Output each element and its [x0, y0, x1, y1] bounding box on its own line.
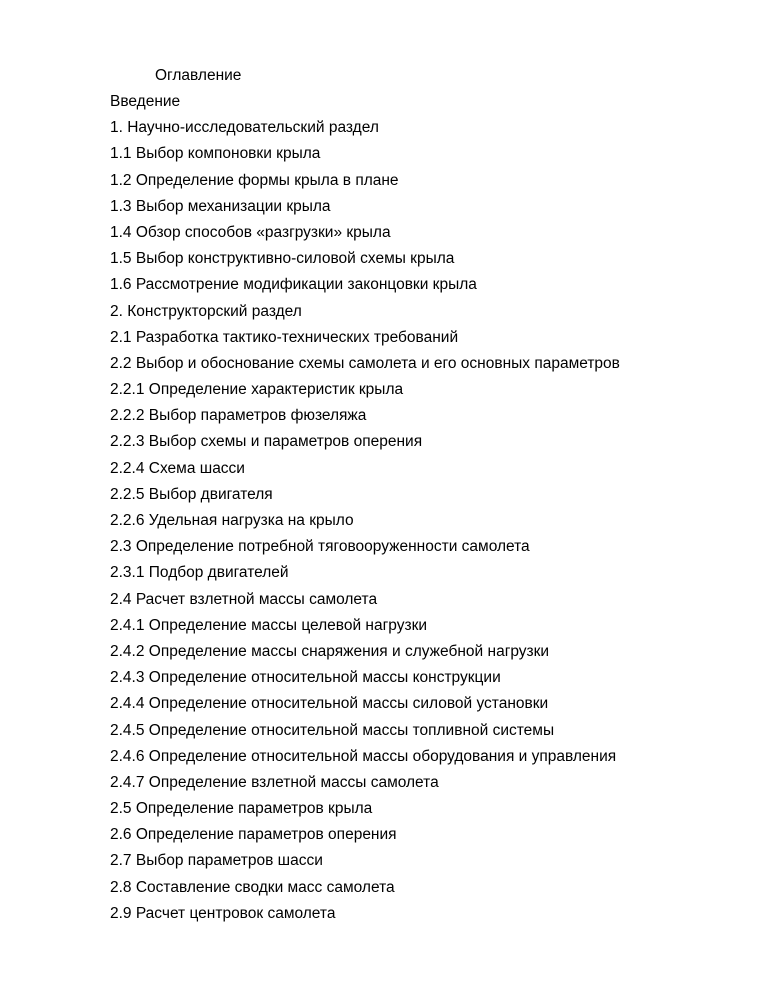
- toc-item-2-4-3: 2.4.3 Определение относительной массы конструкции: [110, 669, 501, 687]
- toc-title: Оглавление: [155, 67, 242, 84]
- toc-item-2-2-4: 2.2.4 Схема шасси: [110, 459, 245, 477]
- toc-item-1-4: 1.4 Обзор способов «разгрузки» крыла: [110, 223, 391, 241]
- toc-item-2-9: 2.9 Расчет центровок самолета: [110, 904, 336, 922]
- toc-item-section-1: 1. Научно-исследовательский раздел: [110, 119, 379, 137]
- toc-item-2-3: 2.3 Определение потребной тяговооруженности самолета: [110, 538, 530, 556]
- toc-item-1-2: 1.2 Определение формы крыла в плане: [110, 171, 399, 189]
- toc-item-1-5: 1.5 Выбор конструктивно-силовой схемы крыла: [110, 250, 455, 268]
- toc-item-2-2-6: 2.2.6 Удельная нагрузка на крыло: [110, 512, 354, 529]
- toc-item-2-2-3: 2.2.3 Выбор схемы и параметров оперения: [110, 433, 423, 451]
- toc-item-1-3: 1.3 Выбор механизации крыла: [110, 197, 331, 215]
- toc-item-1-6: 1.6 Рассмотрение модификации законцовки крыла: [110, 276, 477, 294]
- toc-item-2-4-6: 2.4.6 Определение относительной массы оборудования и управления: [110, 747, 617, 765]
- toc-item-2-1: 2.1 Разработка тактико-технических требований: [110, 328, 459, 346]
- toc-item-2-7: 2.7 Выбор параметров шасси: [110, 852, 323, 870]
- toc-item-2-4: 2.4 Расчет взлетной массы самолета: [110, 590, 378, 608]
- toc-item-2-2: 2.2 Выбор и обоснование схемы самолета и его основных параметров: [110, 354, 620, 372]
- toc-item-2-4-1: 2.4.1 Определение массы целевой нагрузки: [110, 616, 428, 634]
- toc-item-2-4-2: 2.4.2 Определение массы снаряжения и служебной нагрузки: [110, 642, 550, 660]
- toc-item-2-2-2: 2.2.2 Выбор параметров фюзеляжа: [110, 407, 367, 425]
- toc-item-2-4-7: 2.4.7 Определение взлетной массы самолета: [110, 773, 439, 791]
- toc-item-2-4-4: 2.4.4 Определение относительной массы силовой установки: [110, 695, 549, 713]
- toc-item-section-2: 2. Конструкторский раздел: [110, 302, 302, 320]
- toc-item-2-8: 2.8 Составление сводки масс самолета: [110, 878, 395, 896]
- toc-item-2-5: 2.5 Определение параметров крыла: [110, 800, 373, 818]
- toc-item-introduction: Введение: [110, 93, 181, 110]
- toc-item-2-3-1: 2.3.1 Подбор двигателей: [110, 564, 289, 582]
- toc-list: [110, 92, 620, 930]
- toc-item-2-2-5: 2.2.5 Выбор двигателя: [110, 485, 273, 503]
- toc-item-2-6: 2.6 Определение параметров оперения: [110, 826, 397, 844]
- toc-item-2-4-5: 2.4.5 Определение относительной массы топливной системы: [110, 721, 555, 739]
- toc-item-2-2-1: 2.2.1 Определение характеристик крыла: [110, 381, 404, 399]
- toc-item-1-1: 1.1 Выбор компоновки крыла: [110, 145, 321, 163]
